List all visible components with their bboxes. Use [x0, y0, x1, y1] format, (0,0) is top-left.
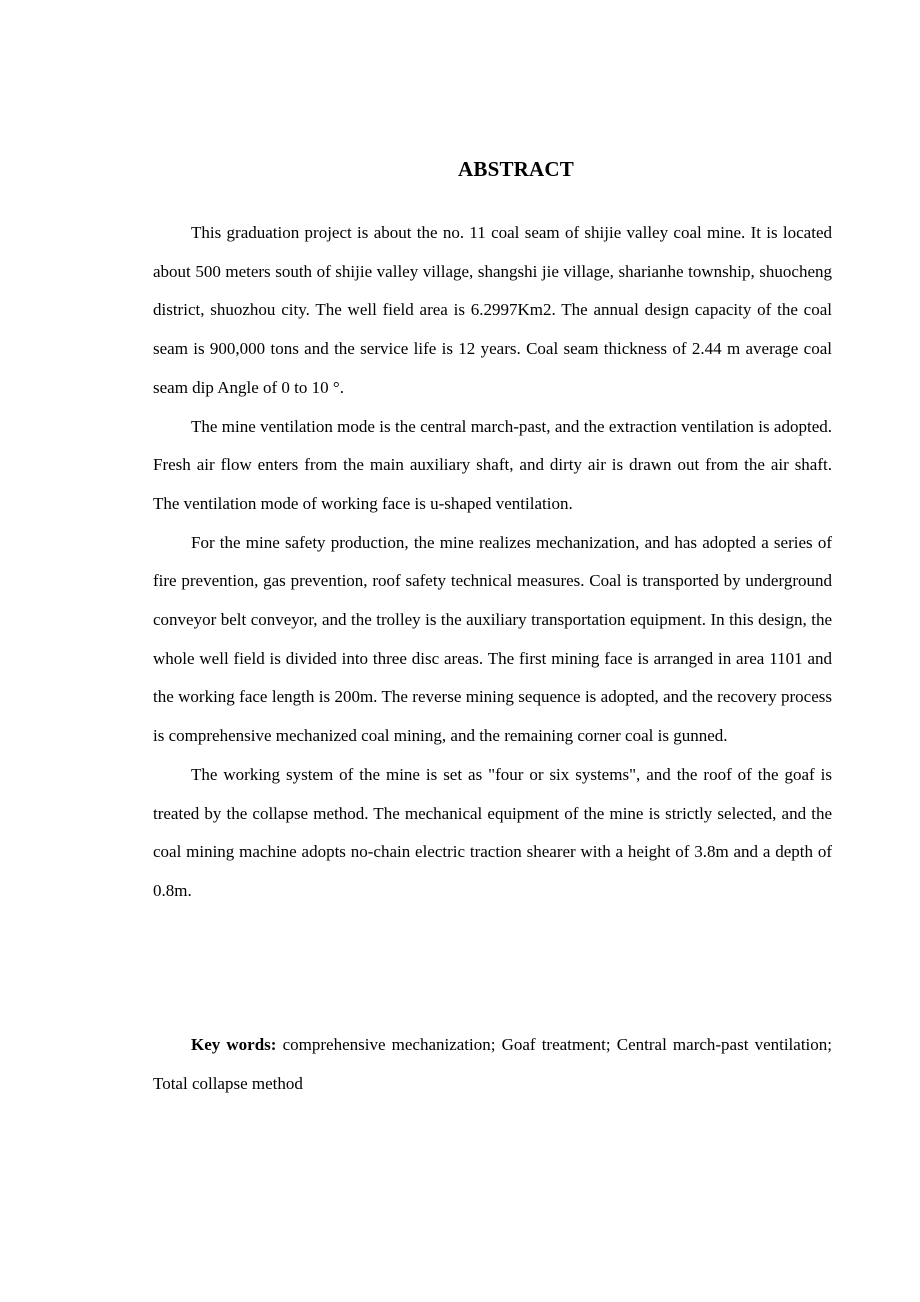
- abstract-paragraph-4: The working system of the mine is set as "four or six systems", and the roof of the goaf is treated by the collapse method. The mechanical equipment of the mine is strictly selected, and the coal mining machine adopts no-chain electric traction shearer with a height of 3.8m and a depth of 0.8m.: [153, 764, 832, 900]
- keywords-paragraph: [153, 1026, 832, 1103]
- keywords-text: comprehensive mechanization; Goaf treatment; Central march-past ventilation; Total collapse method: [153, 1035, 832, 1093]
- abstract-body: [153, 214, 832, 911]
- abstract-title: ABSTRACT: [458, 157, 574, 182]
- abstract-paragraph-2: The mine ventilation mode is the central march-past, and the extraction ventilation is adopted. Fresh air flow enters from the main auxiliary shaft, and dirty air is drawn out from the air shaft. The ventilation mode of working face is u-shaped ventilation.: [153, 416, 832, 513]
- keywords-label: Key words:: [191, 1035, 277, 1054]
- abstract-paragraph-3: For the mine safety production, the mine realizes mechanization, and has adopted a series of fire prevention, gas prevention, roof safety technical measures. Coal is transported by underground conveyor belt conveyor, and the trolley is the auxiliary transportation equipment. In this design, the whole well field is divided into three disc areas. The first mining face is arranged in area 1101 and the working face length is 200m. The reverse mining sequence is adopted, and the recovery process is comprehensive mechanized coal mining, and the remaining corner coal is gunned.: [153, 532, 832, 746]
- abstract-paragraph-1: This graduation project is about the no. 11 coal seam of shijie valley coal mine. It is located about 500 meters south of shijie valley village, shangshi jie village, sharianhe township, shuocheng district, shuozhou city. The well field area is 6.2997Km2. The annual design capacity of the coal seam is 900,000 tons and the service life is 12 years. Coal seam thickness of 2.44 m average coal seam dip Angle of 0 to 10 °.: [153, 223, 832, 397]
